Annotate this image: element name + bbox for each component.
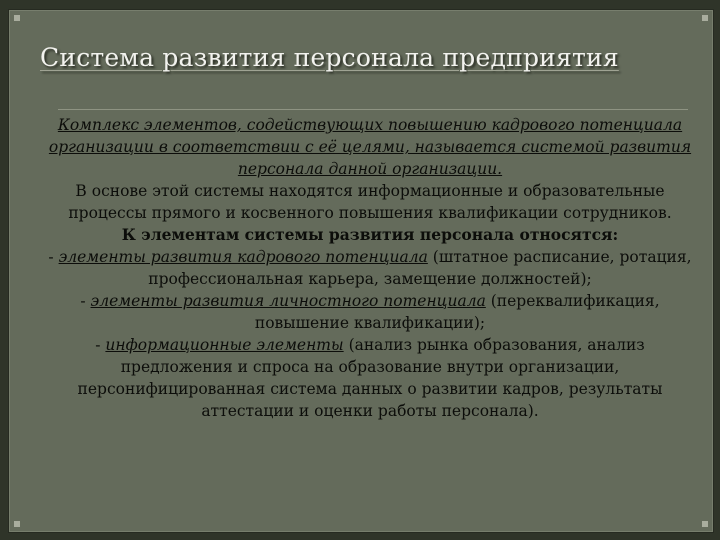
item-prefix: - (95, 336, 106, 354)
corner-mark (702, 521, 708, 527)
list-item (40, 334, 700, 422)
list-item (40, 290, 700, 334)
item-prefix: - (48, 248, 59, 266)
item-prefix: - (80, 292, 91, 310)
item-term: информационные элементы (105, 336, 344, 354)
corner-mark (14, 15, 20, 21)
item-detail: (штатное расписание, ротация, профессиональная карьера, замещение должностей); (148, 248, 692, 288)
item-detail: (анализ рынка образования, анализ предложения и спроса на образование внутри организации, персонифицированная система данных о развитии кадров, результаты аттестации и оценки работы персонала). (77, 336, 663, 420)
corner-mark (702, 15, 708, 21)
item-detail: (переквалификация, повышение квалификации); (254, 292, 660, 332)
item-term: элементы развития личностного потенциала (90, 292, 486, 310)
slide-title: Система развития персонала предприятия (40, 43, 619, 72)
basis-text: В основе этой системы находятся информационные и образовательные процессы прямого и косвенного повышения квалификации сотрудников. (68, 182, 672, 222)
list-item (40, 246, 700, 290)
slide-body (40, 114, 700, 422)
title-divider (58, 109, 688, 110)
elements-heading: К элементам системы развития персонала относятся: (121, 225, 619, 244)
definition-text: Комплекс элементов, содействующих повышению кадрового потенциала организации в соответствии с её целями, называется системой развития персонала данной организации. (48, 116, 692, 178)
item-term: элементы развития кадрового потенциала (58, 248, 428, 266)
corner-mark (14, 521, 20, 527)
